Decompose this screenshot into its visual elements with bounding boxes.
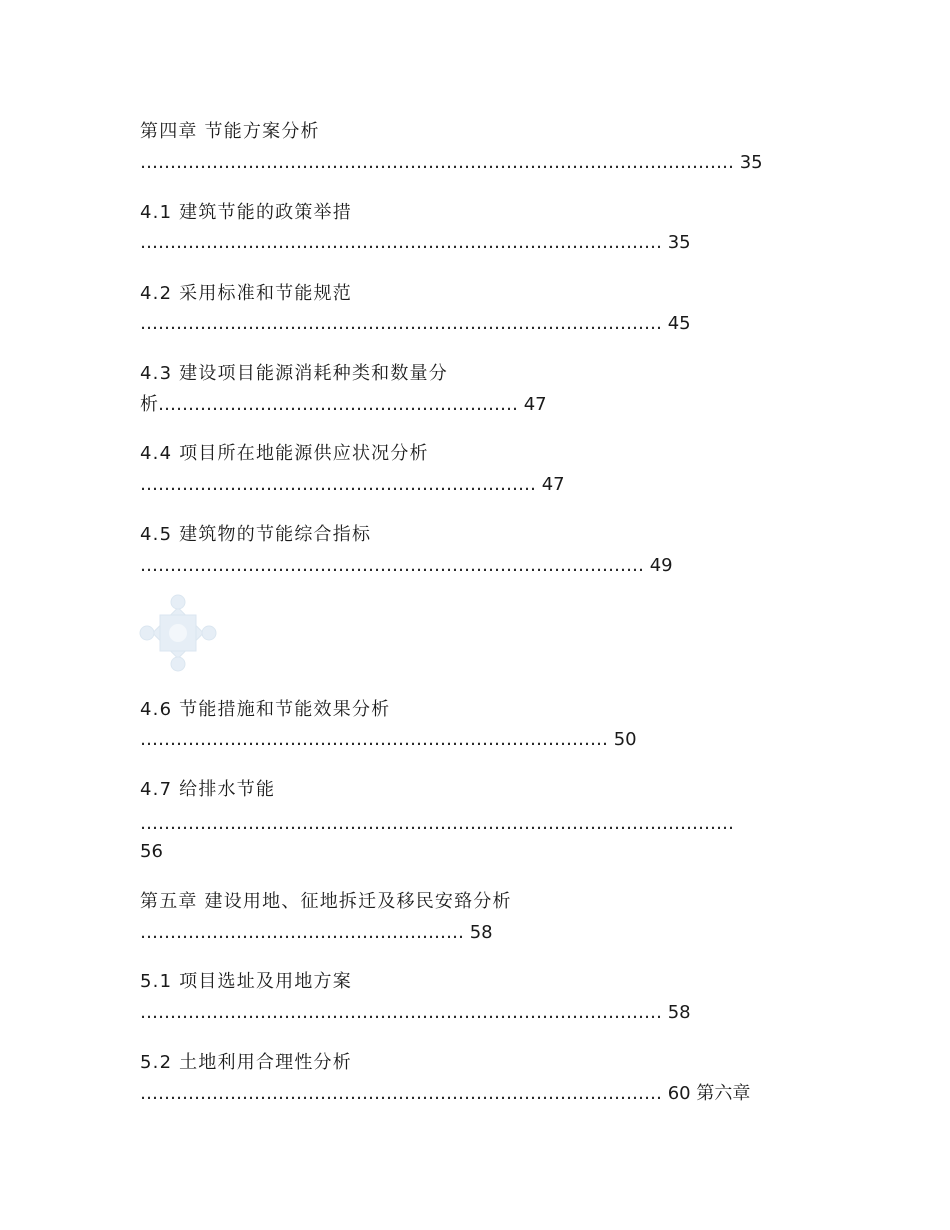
toc-leader-4-4: ………………………………………………………… 47 <box>140 474 565 495</box>
toc-page-4-7: 56 <box>140 841 163 862</box>
toc-title-5-2: 5.2 土地利用合理性分析 <box>140 1052 352 1073</box>
toc-title-4-2: 4.2 采用标准和节能规范 <box>140 283 352 304</box>
toc-leader-4-2: …………………………………………………………………………… 45 <box>140 313 691 334</box>
toc-title-5-1: 5.1 项目选址及用地方案 <box>140 971 352 992</box>
toc-title-ch4: 第四章 节能方案分析 <box>140 121 320 142</box>
toc-leader-5-1: …………………………………………………………………………… 58 <box>140 1002 691 1023</box>
toc-title-4-4: 4.4 项目所在地能源供应状况分析 <box>140 443 429 464</box>
toc-leader-4-7: ……………………………………………………………………………………… <box>140 813 734 834</box>
toc-leader-4-3: 析…………………………………………………… 47 <box>140 394 547 415</box>
toc-leader-5-2: …………………………………………………………………………… 60 第六章 <box>140 1083 751 1104</box>
toc-leader-ch4: ……………………………………………………………………………………… 35 <box>140 152 763 173</box>
toc-leader-4-1: …………………………………………………………………………… 35 <box>140 232 691 253</box>
toc-title-4-1: 4.1 建筑节能的政策举措 <box>140 202 352 223</box>
toc-leader-4-6: …………………………………………………………………… 50 <box>140 729 637 750</box>
toc-leader-ch5: ……………………………………………… 58 <box>140 922 493 943</box>
toc-title-4-5: 4.5 建筑物的节能综合指标 <box>140 524 372 545</box>
toc-title-4-3: 4.3 建设项目能源消耗种类和数量分 <box>140 363 448 384</box>
toc-title-ch5: 第五章 建设用地、征地拆迁及移民安臵分析 <box>140 891 512 912</box>
watermark-flower-icon <box>138 594 218 672</box>
toc-leader-4-5: ………………………………………………………………………… 49 <box>140 555 673 576</box>
toc-title-4-6: 4.6 节能措施和节能效果分析 <box>140 699 391 720</box>
toc-title-4-7: 4.7 给排水节能 <box>140 779 276 800</box>
